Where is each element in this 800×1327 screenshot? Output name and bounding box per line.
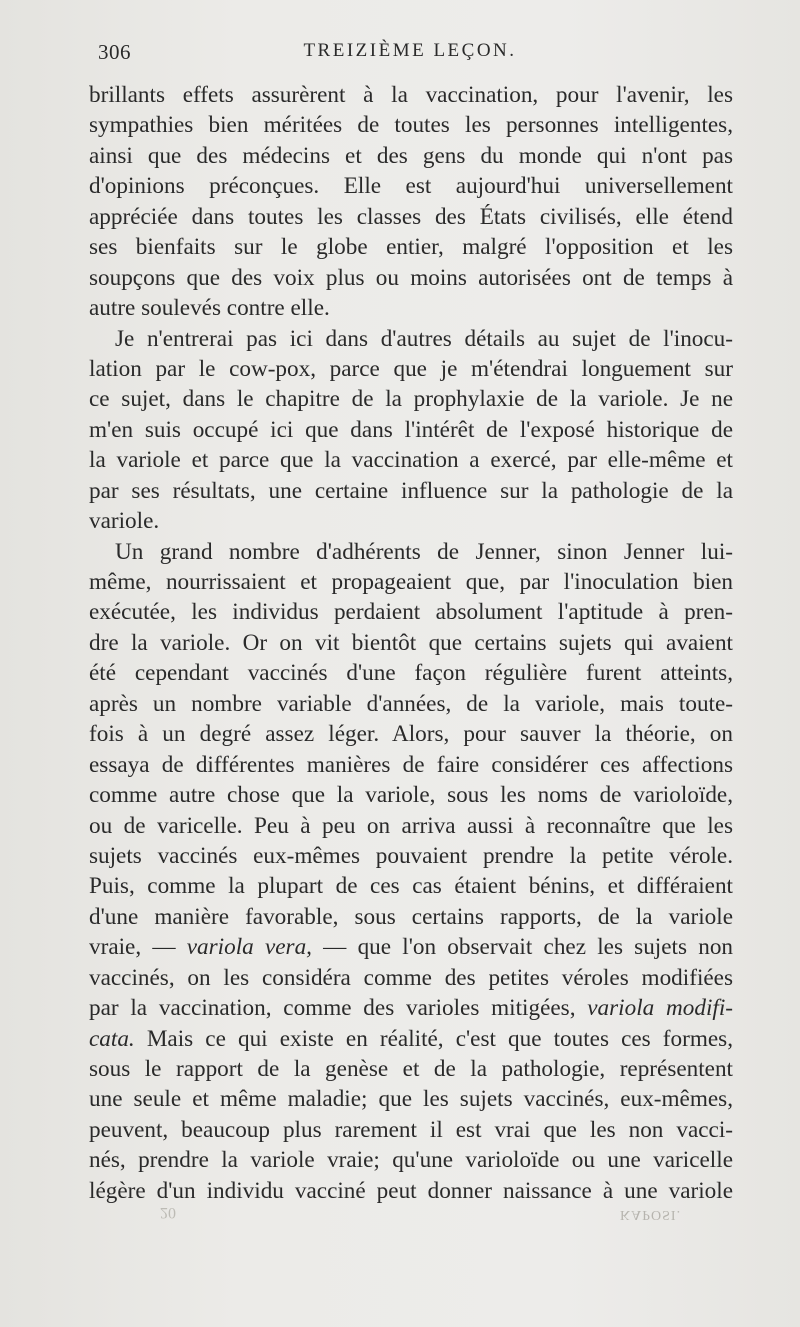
text-line: vraie, — variola vera, — que l'on observait chez les sujets non [89,934,733,961]
text-line: après un nombre variable d'années, de la variole, mais toute- [89,690,733,717]
page-number: 306 [98,40,131,64]
text-line: lation par le cow-pox, parce que je m'étendrai longuement sur [89,355,733,382]
text-line: dre la variole. Or on vit bientôt que certains sujets qui avaient [89,629,733,656]
text-line: ainsi que des médecins et des gens du monde qui n'ont pas [89,142,733,169]
text-line: brillants effets assurèrent à la vaccination, pour l'avenir, les [89,82,733,108]
text-line: nés, prendre la variole vraie; qu'une varioloïde ou une varicelle [89,1147,733,1174]
text-line: d'opinions préconçues. Elle est aujourd'hui universellement [89,173,733,200]
running-title: TREIZIÈME LEÇON. [303,40,517,61]
text-line: appréciée dans toutes les classes des États civilisés, elle étend [89,203,733,230]
text-line: la variole et parce que la vaccination a exercé, par elle-même et [89,447,733,474]
text-line: d'une manière favorable, sous certains rapports, de la variole [89,903,733,930]
text-line: vaccinés, on les considéra comme des petites véroles modifiées [89,964,733,991]
text-line: légère d'un individu vacciné peut donner naissance à une variole [89,1177,733,1204]
text-line: ce sujet, dans le chapitre de la prophylaxie de la variole. Je ne [89,386,733,413]
text-line: peuvent, beaucoup plus rarement il est vrai que les non vacci- [89,1116,733,1143]
text-line: Un grand nombre d'adhérents de Jenner, sinon Jenner lui- [115,538,733,565]
text-line: sujets vaccinés eux-mêmes pouvaient prendre la petite vérole. [89,842,733,869]
text-line: exécutée, les individus perdaient absolument l'aptitude à pren- [89,599,733,626]
bleed-through-mark: KAPOSI. [620,1207,682,1222]
text-line: une seule et même maladie; que les sujets vaccinés, eux-mêmes, [89,1086,733,1113]
text-line: variole. [89,508,160,535]
text-line: été cependant vaccinés d'une façon régulière furent atteints, [89,660,733,687]
text-line: sympathies bien méritées de toutes les personnes intelligentes, [89,112,733,139]
text-line: par ses résultats, une certaine influence sur la pathologie de la [89,477,733,504]
text-line: sous le rapport de la genèse et de la pathologie, représentent [89,1056,733,1082]
text-line: Puis, comme la plupart de ces cas étaient bénins, et différaient [89,873,733,900]
text-line: fois à un degré assez léger. Alors, pour sauver la théorie, on [89,721,733,748]
text-line: même, nourrissaient et propageaient que, par l'inoculation bien [89,569,733,595]
text-line: Je n'entrerai pas ici dans d'autres détails au sujet de l'inocu- [115,325,733,352]
text-line: ses bienfaits sur le globe entier, malgré l'opposition et les [89,234,733,261]
body-text [89,80,733,1206]
text-line: comme autre chose que la variole, sous les noms de varioloïde, [89,782,733,809]
text-line: ou de varicelle. Peu à peu on arriva aussi à reconnaître que les [89,812,733,839]
bleed-through-mark: 20 [160,1204,176,1221]
text-line: par la vaccination, comme des varioles mitigées, variola modifi- [89,995,733,1022]
text-line: autre soulevés contre elle. [89,295,330,322]
text-line: cata. Mais ce qui existe en réalité, c'est que toutes ces formes, [89,1025,733,1052]
text-line: soupçons que des voix plus ou moins autorisées ont de temps à [89,264,733,291]
text-line: m'en suis occupé ici que dans l'intérêt de l'exposé historique de [89,416,733,443]
running-head [90,40,730,74]
text-line: essaya de différentes manières de faire considérer ces affections [89,751,733,778]
